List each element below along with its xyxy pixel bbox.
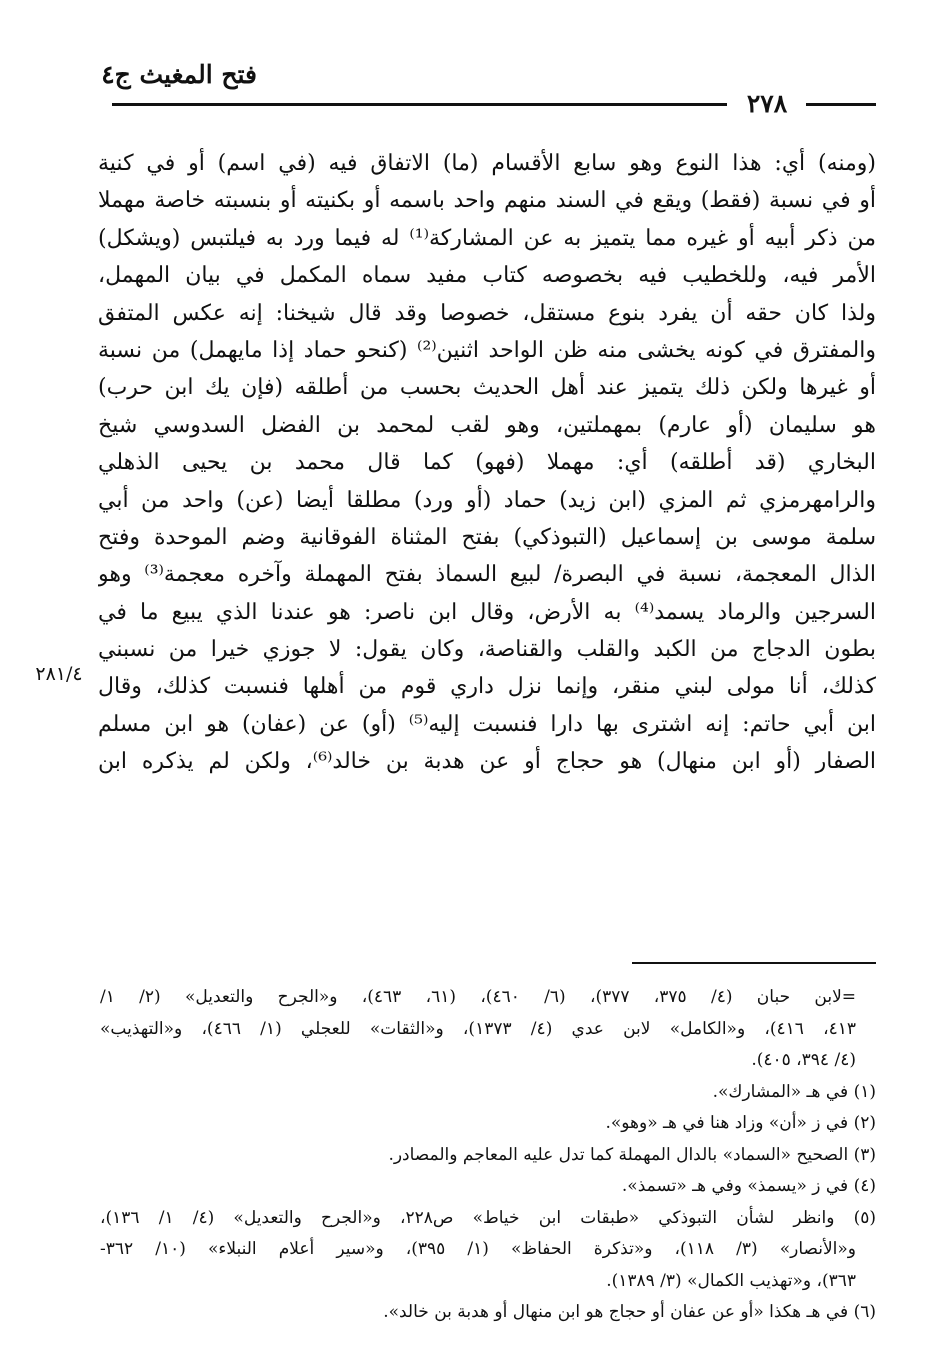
text-line: أو غيرها ولكن ذلك يتميز عند أهل الحديث بحسب من أطلقه (فإن يك ابن حرب) [98, 375, 876, 401]
footnote-line: و«الأنصار» (٣/ ١١٨)، و«تذكرة الحفاظ» (١/ ٣٩٥)، و«سير أعلام النبلاء» (١٠/ ٣٦٢- [100, 1239, 857, 1259]
text-line: السرجين والرماد يسمد⁽⁴⁾ به الأرض، وقال ابن ناصر: هو عندنا الذي يبيع ما في [98, 599, 876, 625]
text-line: كذلك، أنا مولى لبني منقر، وإنما نزل داري قوم من أهلها فنسبت كذلك، وقال [98, 674, 876, 700]
text-line: سلمة موسى بن إسماعيل (التبوذكي) بفتح المثناة الفوقانية وضم الموحدة وفتح [98, 524, 876, 550]
footnote-line: (٣) الصحيح «السماد» بالدال المهملة كما تدل عليه المعاجم والمصادر. [388, 1144, 876, 1165]
text-line: الأمر فيه، وللخطيب فيه بخصوصه كتاب مفيد سماه المكمل في بيان المهمل، [98, 263, 876, 289]
page-number: ٢٧٨ [746, 89, 788, 118]
header-rule [112, 103, 727, 106]
text-line: هو سليمان (أو عارم) بمهملتين، وهو لقب لمحمد بن الفضل السدوسي شيخ [98, 412, 876, 438]
text-line: الصفار (أو ابن منهال) هو حجاج أو عن هدبة بن خالد⁽⁶⁾، ولكن لم يذكره ابن [98, 749, 876, 775]
text-line: أو في نسبة (فقط) ويقع في السند منهم واحد باسمه أو بكنيته أو بنسبته خاصة مهملا [98, 188, 876, 214]
footnote-line: (٦) في هـ هكذا «أو عن عفان أو حجاج هو ابن منهال أو هدبة بن خالد». [383, 1302, 876, 1322]
text-line: (ومنه) أي: هذا النوع وهو سابع الأقسام (ما) الاتفاق فيه (في اسم) أو في كنية [98, 151, 876, 176]
text-line: البخاري (قد أطلقه) أي: مهملا (فهو) كما قال محمد بن يحيى الذهلي [98, 450, 876, 476]
header-rule-short [806, 103, 876, 106]
footnote-line: =لابن حبان (٤/ ٣٧٥، ٣٧٧)، (٦/ ٤٦٠)، (٦١، ٤٦٣)، و«الجرح والتعديل» (٢/ ١/ [100, 987, 857, 1007]
text-line: ولذا كان حقه أن يفرد بنوع مستقل، خصوصا وقد قال شيخنا: إنه عكس المتفق [98, 300, 876, 326]
text-line: بطون الدجاج من الكبد والقلب والقناصة، وكان يقول: لا جوزي خيرا من نسبني [98, 637, 876, 663]
footnote-line: (٤) في ز «يسمذ» وفي هـ «تسمذ». [621, 1176, 876, 1196]
text-line: الذال المعجمة، نسبة في البصرة/ لبيع السماذ بفتح المهملة وآخره معجمة⁽³⁾ وهو [98, 562, 876, 588]
footnote-line: (٢) في ز «أن» وزاد هنا في هـ «وهو». [605, 1113, 876, 1133]
main-text [98, 145, 876, 781]
footnote-line: (٤/ ٣٩٤، ٤٠٥). [751, 1050, 856, 1070]
footnote-line: ٤١٣، ٤١٦)، و«الكامل» لابن عدي (٤/ ١٣٧٣)، و«الثقات» للعجلي (١/ ٤٦٦)، و«التهذيب» [100, 1018, 857, 1039]
footnote-line: (١) في هـ «المشارك». [712, 1081, 876, 1102]
text-line: ابن أبي حاتم: إنه اشترى بها دارا فنسبت إليه⁽⁵⁾ (أو) عن (عفان) هو ابن مسلم [98, 711, 876, 737]
footnote-rule [632, 962, 876, 964]
text-line: والرامهرمزي ثم المزي (ابن زيد) حماد (أو ورد) مطلقا أيضا (عن) واحد من أبي [98, 487, 876, 513]
margin-reference: ٢٨١/٤ [35, 663, 83, 685]
footnotes [100, 982, 876, 1329]
text-line: من ذكر أبيه أو غيره مما يتميز به عن المشاركة⁽¹⁾ له فيما ورد به فيلتبس (ويشكل) [98, 225, 876, 251]
text-line: والمفترق في كونه يخشى منه ظن الواحد اثنين⁽²⁾ (كنحو حماد إذا مايهمل) من نسبة [98, 337, 876, 363]
footnote-line: ٣٦٣)، و«تهذيب الكمال» (٣/ ١٣٨٩). [606, 1270, 856, 1291]
running-header-title: فتح المغيث ج٤ [101, 60, 257, 89]
footnote-line: (٥) وانظر لشأن التبوذكي «طبقات ابن خياط» ص٢٢٨، و«الجرح والتعديل» (٤/ ١/ ١٣٦)، [100, 1207, 876, 1228]
